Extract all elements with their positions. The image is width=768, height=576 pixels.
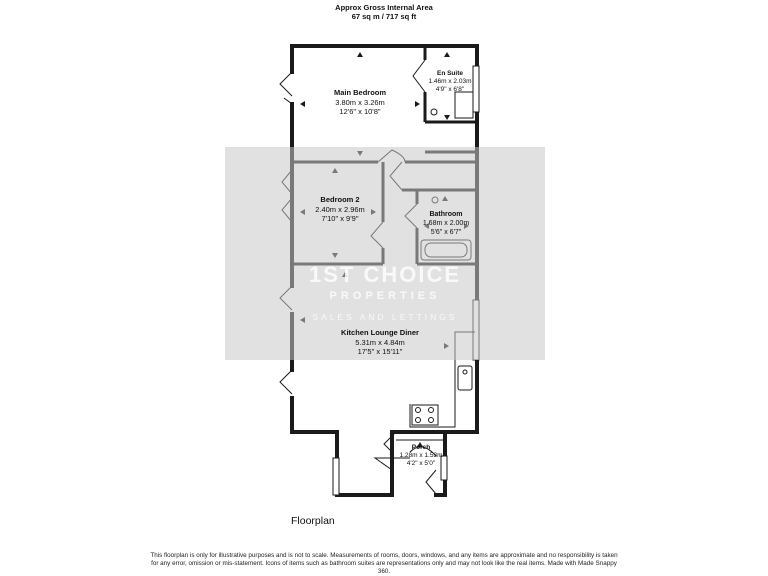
room-bathroom bbox=[418, 210, 474, 237]
room-imperial: 4'2" x 5'0" bbox=[406, 460, 436, 467]
floor-title: Floorplan bbox=[291, 515, 335, 527]
room-main-bedroom bbox=[310, 88, 410, 117]
room-metric: 1.46m x 2.03m bbox=[428, 78, 472, 85]
room-name: Bedroom 2 bbox=[320, 195, 360, 204]
room-metric: 5.31m x 4.84m bbox=[355, 337, 405, 347]
room-name: Porch bbox=[411, 444, 431, 451]
room-imperial: 17'5" x 15'11" bbox=[357, 347, 403, 356]
room-imperial: 5'6" x 6'7" bbox=[430, 229, 462, 236]
room-imperial: 12'6" x 10'8" bbox=[339, 107, 381, 116]
room-name: En Suite bbox=[436, 70, 463, 77]
room-kitchen bbox=[320, 328, 440, 357]
room-bedroom-2 bbox=[300, 195, 380, 224]
room-imperial: 4'9" x 6'8" bbox=[435, 86, 465, 93]
disclaimer: This floorplan is only for illustrative purposes and is not to scale. Measurements of rooms, doors, windows, and any items are approximate and no responsibility is taken for any error, omission or mis-statement. Icons of items such as bathroom suites are representations only and may not look like the real items. Made with Made Snappy 360. bbox=[150, 552, 618, 575]
room-metric: 1.68m x 2.00m bbox=[422, 220, 470, 227]
room-name: Main Bedroom bbox=[333, 88, 387, 97]
room-en-suite bbox=[425, 70, 475, 94]
room-porch bbox=[396, 444, 446, 468]
room-metric: 1.28m x 1.53m bbox=[399, 452, 443, 459]
basin-icon bbox=[431, 109, 437, 115]
area-value: 67 sq m / 717 sq ft bbox=[351, 12, 417, 21]
room-metric: 2.40m x 2.96m bbox=[315, 204, 365, 214]
room-name: Bathroom bbox=[429, 211, 463, 218]
watermark-line1: PROPERTIES bbox=[329, 290, 441, 302]
room-imperial: 7'10" x 9'9" bbox=[321, 214, 359, 223]
watermark-line2: SALES AND LETTINGS bbox=[312, 312, 458, 322]
area-title: Approx Gross Internal Area bbox=[335, 3, 433, 12]
room-metric: 3.80m x 3.26m bbox=[335, 97, 385, 107]
watermark-brand: 1ST CHOICE bbox=[308, 262, 462, 287]
room-name: Kitchen Lounge Diner bbox=[341, 328, 419, 337]
